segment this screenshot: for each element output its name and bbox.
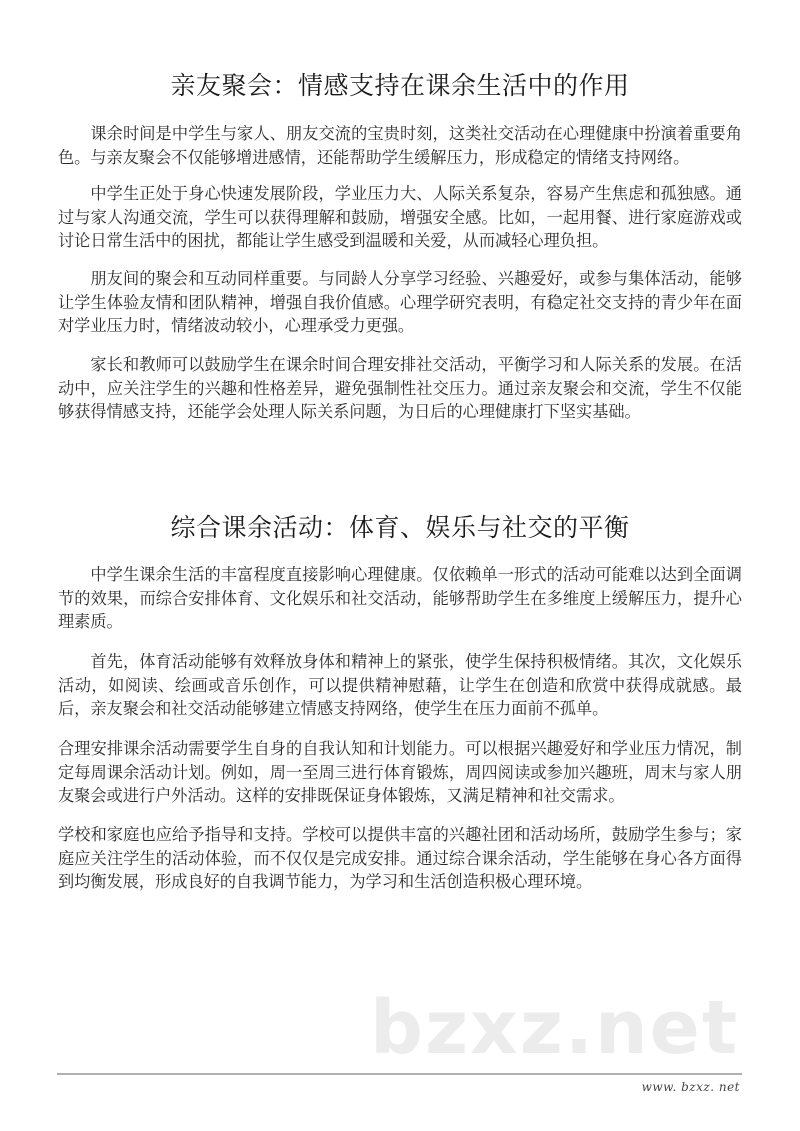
footer-divider <box>57 1073 742 1075</box>
section-title-2: 综合课余活动：体育、娱乐与社交的平衡 <box>170 513 630 542</box>
paragraph: 首先，体育活动能够有效释放身体和精神上的紧张，使学生保持积极情绪。其次，文化娱乐活动，如阅读、绘画或音乐创作，可以提供精神慰藉，让学生在创造和欣赏中获得成就感。最后，亲友聚会和社交活动能够建立情感支持网络，使学生在压力面前不孤单。 <box>58 652 742 718</box>
watermark: bzxz.net <box>370 985 740 1071</box>
paragraph: 学校和家庭也应给予指导和支持。学校可以提供丰富的兴趣社团和活动场所，鼓励学生参与；家庭应关注学生的活动体验，而不仅仅是完成安排。通过综合课余活动，学生能够在身心各方面得到均衡发展，形成良好的自我调节能力，为学习和生活创造积极心理环境。 <box>58 825 742 891</box>
paragraph: 朋友间的聚会和互动同样重要。与同龄人分享学习经验、兴趣爱好，或参与集体活动，能够让学生体验友情和团队精神，增强自我价值感。心理学研究表明，有稳定社交支持的青少年在面对学业压力时，情绪波动较小，心理承受力更强。 <box>58 269 742 335</box>
paragraph: 家长和教师可以鼓励学生在课余时间合理安排社交活动，平衡学习和人际关系的发展。在活动中，应关注学生的兴趣和性格差异，避免强制性社交压力。通过亲友聚会和交流，学生不仅能够获得情感支持，还能学会处理人际关系问题，为日后的心理健康打下坚实基础。 <box>58 355 742 421</box>
paragraph: 中学生课余生活的丰富程度直接影响心理健康。仅依赖单一形式的活动可能难以达到全面调节的效果，而综合安排体育、文化娱乐和社交活动，能够帮助学生在多维度上缓解压力，提升心理素质。 <box>58 565 742 631</box>
paragraph: 中学生正处于身心快速发展阶段，学业压力大、人际关系复杂，容易产生焦虑和孤独感。通过与家人沟通交流，学生可以获得理解和鼓励，增强安全感。比如，一起用餐、进行家庭游戏或讨论日常生活中的困扰，都能让学生感受到温暖和关爱，从而减轻心理负担。 <box>58 184 742 250</box>
paragraph: 课余时间是中学生与家人、朋友交流的宝贵时刻，这类社交活动在心理健康中扮演着重要角色。与亲友聚会不仅能够增进感情，还能帮助学生缓解压力，形成稳定的情绪支持网络。 <box>58 124 742 167</box>
footer-url: www. bzxz. net <box>641 1080 740 1094</box>
paragraph: 合理安排课余活动需要学生自身的自我认知和计划能力。可以根据兴趣爱好和学业压力情况，制定每周课余活动计划。例如，周一至周三进行体育锻炼，周四阅读或参加兴趣班，周末与家人朋友聚会或进行户外活动。这样的安排既保证身体锻炼，又满足精神和社交需求。 <box>58 739 742 805</box>
section-title-1: 亲友聚会：情感支持在课余生活中的作用 <box>170 71 630 100</box>
